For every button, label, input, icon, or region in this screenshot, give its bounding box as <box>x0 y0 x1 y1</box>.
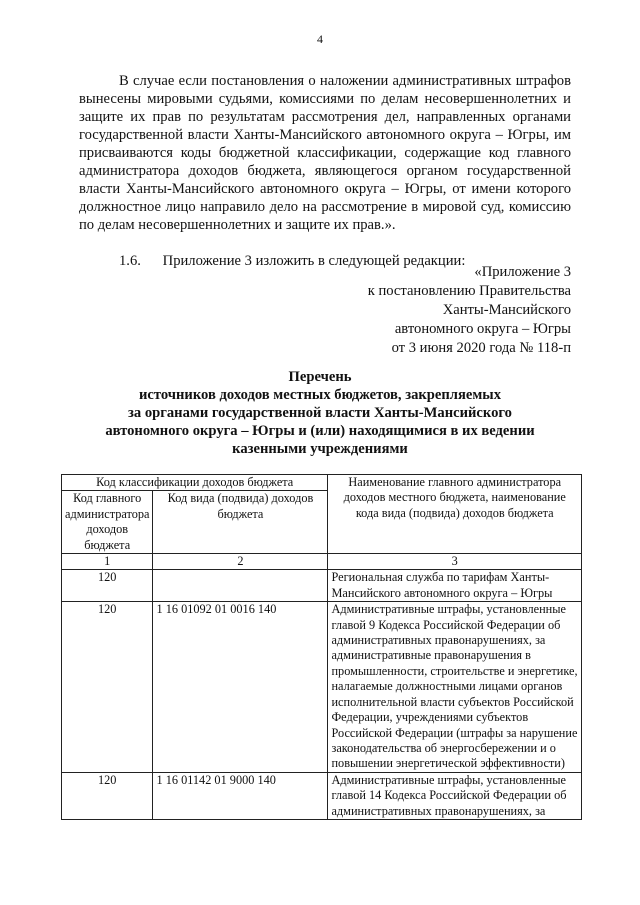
header-admin-code: Код главного администратора доходов бюджета <box>62 491 153 554</box>
header-group: Код классификации доходов бюджета <box>62 475 328 491</box>
page-number: 4 <box>317 32 323 46</box>
name-cell: Административные штрафы, установленные главой 9 Кодекса Российской Федерации об административных правонарушениях, за административные правонарушения в промышленности, строительстве и энергетике, налагаемые должностными лицами органов исполнительной власти субъектов Российской Федерации, учреждениями субъектов Российской Федерации (штрафы за нарушение законодательства об энергосбережении и о повышении энергетической эффективности) <box>328 602 582 772</box>
admin-code-cell: 120 <box>62 570 153 602</box>
appendix-line: автономного округа – Югры <box>394 321 571 337</box>
col-number: 2 <box>153 554 328 570</box>
title-line: автономного округа – Югры и (или) находящимися в их ведении <box>105 423 535 439</box>
title-line: Перечень <box>288 369 352 385</box>
appendix-line: «Приложение 3 <box>474 264 571 280</box>
table-row <box>62 772 582 819</box>
kind-code-cell: 1 16 01142 01 9000 140 <box>153 772 328 819</box>
title-line: за органами государственной власти Ханты-Мансийского <box>128 405 512 421</box>
kind-code-cell <box>153 570 328 602</box>
item-number: 1.6. <box>119 253 141 269</box>
kind-code-cell: 1 16 01092 01 0016 140 <box>153 602 328 772</box>
col-number: 3 <box>328 554 582 570</box>
col-number: 1 <box>62 554 153 570</box>
header-kind-code: Код вида (подвида) доходов бюджета <box>153 491 328 554</box>
name-cell: Административные штрафы, установленные главой 14 Кодекса Российской Федерации об административных правонарушениях, за <box>328 772 582 819</box>
paragraph-fines: В случае если постановления о наложении административных штрафов вынесены мировыми судьями, комиссиями по делам несовершеннолетних и защите их прав по результатам рассмотрения дел, направленных органами государственной власти Ханты-Мансийского автономного округа – Югры, им присваиваются коды бюджетной классификации, содержащие код главного администратора доходов бюджета, являющегося органом государственной власти Ханты-Мансийского автономного округа – Югры, от имени которого должностное лицо направило дело на рассмотрение в мировой суд, комиссию по делам несовершеннолетних и защите их прав.». <box>79 73 571 233</box>
appendix-reference <box>368 263 571 358</box>
header-name: Наименование главного администратора доходов местного бюджета, наименование кода вида (подвида) доходов бюджета <box>328 475 582 554</box>
name-cell: Региональная служба по тарифам Ханты-Мансийского автономного округа – Югры <box>328 570 582 602</box>
column-number-row <box>62 554 582 570</box>
title-line: казенными учреждениями <box>232 441 408 457</box>
table-row <box>62 602 582 772</box>
appendix-line: Ханты-Мансийского <box>442 302 571 318</box>
admin-code-cell: 120 <box>62 602 153 772</box>
appendix-line: к постановлению Правительства <box>367 283 571 299</box>
appendix-line: от 3 июня 2020 года № 118-п <box>391 340 571 356</box>
title-line: источников доходов местных бюджетов, закрепляемых <box>139 387 501 403</box>
income-sources-table <box>61 474 582 820</box>
table-header-row <box>62 475 582 491</box>
document-title <box>0 368 640 458</box>
item-text: Приложение 3 изложить в следующей редакции: <box>162 253 466 269</box>
admin-code-cell: 120 <box>62 772 153 819</box>
table-row <box>62 570 582 602</box>
